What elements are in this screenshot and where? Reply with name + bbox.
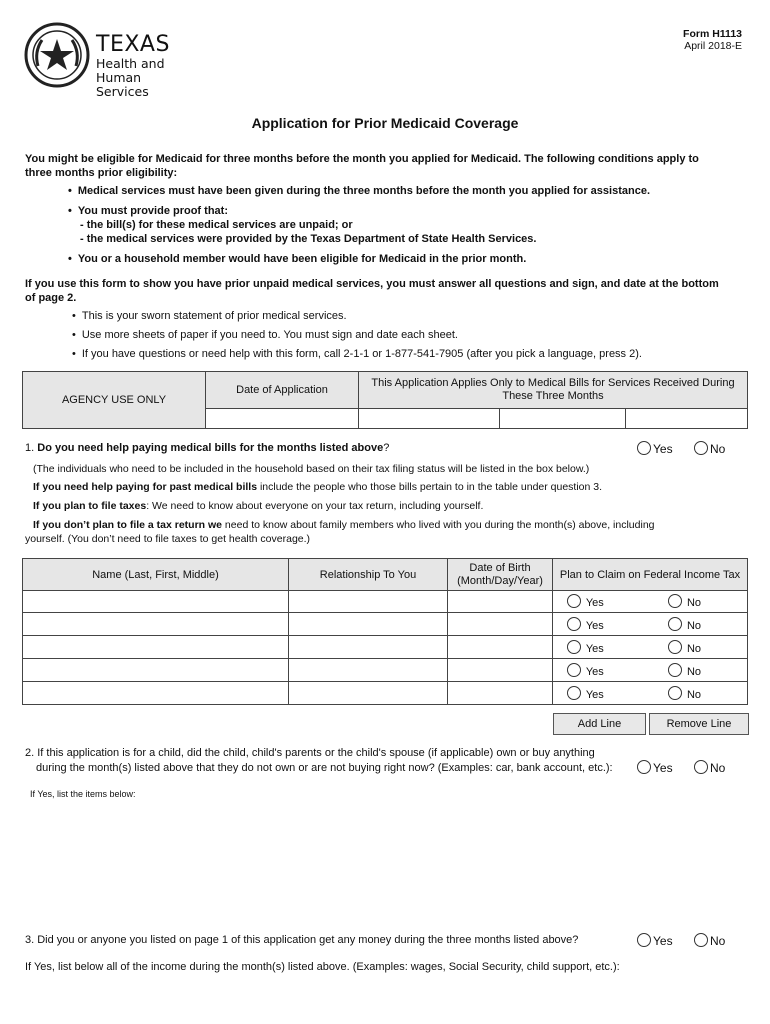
relationship-field[interactable] <box>289 613 448 636</box>
relationship-field[interactable] <box>289 591 448 613</box>
intro-sub-1: - the bill(s) for these medical services are unpaid; or <box>80 219 353 231</box>
dob-field[interactable] <box>448 591 553 613</box>
date-of-application-header: Date of Application <box>206 372 359 409</box>
intro-bullets <box>68 184 650 266</box>
q2-no-option[interactable]: No <box>694 760 725 775</box>
tax-yes-radio[interactable] <box>567 686 581 700</box>
logo-brand: TEXAS <box>96 32 170 57</box>
tax-no-radio[interactable] <box>668 594 682 608</box>
q3-no-option[interactable]: No <box>694 933 725 948</box>
form-date: April 2018-E <box>684 40 742 52</box>
dob-header: Date of Birth (Month/Day/Year) <box>448 559 553 591</box>
logo-line1: Health and Human <box>96 56 165 85</box>
q1-para3-line2: yourself. (You don’t need to file taxes to get health coverage.) <box>25 533 311 545</box>
instructions-bullets <box>72 309 642 361</box>
intro-line1: You might be eligible for Medicaid for three months before the month you applied for Medicaid. The following conditions apply to <box>25 153 699 165</box>
tax-yes-option[interactable]: Yes <box>553 591 658 613</box>
intro-sub-2: - the medical services were provided by the Texas Department of State Health Services. <box>80 233 537 245</box>
agency-use-only-label: AGENCY USE ONLY <box>61 394 167 406</box>
intro-bullet-1: • Medical services must have been given during the three months before the month you applied for assistance. <box>68 184 650 198</box>
q1-para2: If you plan to file taxes: We need to know about everyone on your tax return, including yourself. <box>33 500 484 512</box>
texas-seal-icon <box>24 22 90 88</box>
remove-line-button[interactable]: Remove Line <box>649 713 749 735</box>
month-2-field[interactable] <box>500 409 626 429</box>
applies-months-header: This Application Applies Only to Medical Bills for Services Received During These Three Months <box>359 372 748 409</box>
tax-no-radio[interactable] <box>668 640 682 654</box>
table-row <box>23 682 748 705</box>
table-row <box>23 613 748 636</box>
name-field[interactable] <box>23 636 289 659</box>
tax-yes-option[interactable]: Yes <box>553 659 658 682</box>
q3-income-instruction: If Yes, list below all of the income during the month(s) listed above. (Examples: wages, Social Security, child support, etc.): <box>25 961 620 973</box>
q2-question <box>25 746 613 776</box>
tax-no-radio[interactable] <box>668 617 682 631</box>
relationship-field[interactable] <box>289 682 448 705</box>
agency-use-only-cell <box>23 372 206 429</box>
name-field[interactable] <box>23 613 289 636</box>
instructions-bullet-3: • If you have questions or need help with this form, call 2-1-1 or 1-877-541-7905 (after you pick a language, press 2). <box>72 347 642 361</box>
texas-hhs-logo <box>24 22 204 99</box>
intro-bullet-2: • You must provide proof that: <box>68 204 650 218</box>
tax-yes-option[interactable]: Yes <box>553 613 658 636</box>
agency-table <box>22 371 748 429</box>
instructions-line2: of page 2. <box>25 292 77 304</box>
name-field[interactable] <box>23 659 289 682</box>
logo-line2: Services <box>96 84 149 99</box>
intro-line2: three months prior eligibility: <box>25 167 178 179</box>
tax-no-radio[interactable] <box>668 686 682 700</box>
dob-field[interactable] <box>448 659 553 682</box>
name-header: Name (Last, First, Middle) <box>23 559 289 591</box>
relationship-field[interactable] <box>289 659 448 682</box>
q2-no-radio[interactable] <box>694 760 708 774</box>
table-row <box>23 636 748 659</box>
month-3-field[interactable] <box>626 409 748 429</box>
q1-question: 1. Do you need help paying medical bills for the months listed above? <box>25 442 390 454</box>
tax-yes-radio[interactable] <box>567 594 581 608</box>
q1-yes-radio[interactable] <box>637 441 651 455</box>
q3-yes-option[interactable]: Yes <box>637 933 673 948</box>
q3-yes-radio[interactable] <box>637 933 651 947</box>
q3-no-radio[interactable] <box>694 933 708 947</box>
relationship-header: Relationship To You <box>289 559 448 591</box>
add-line-button[interactable]: Add Line <box>553 713 646 735</box>
q1-details <box>33 462 748 532</box>
dob-field[interactable] <box>448 636 553 659</box>
q3-income-textarea[interactable] <box>28 978 746 1018</box>
intro-block <box>25 152 745 180</box>
tax-no-option[interactable]: No <box>658 682 748 705</box>
tax-no-option[interactable]: No <box>658 636 748 659</box>
instructions-bullet-2: • Use more sheets of paper if you need to. You must sign and date each sheet. <box>72 328 642 342</box>
q2-line1: 2. If this application is for a child, did the child, child's parents or the child's spouse (if applicable) own or buy anything <box>25 747 595 759</box>
q1-yes-option[interactable]: Yes <box>637 441 673 456</box>
q1-no-option[interactable]: No <box>694 441 725 456</box>
page-title: Application for Prior Medicaid Coverage <box>251 115 519 131</box>
q1-para1: If you need help paying for past medical bills include the people who those bills pertain to in the table under question 3. <box>33 481 603 493</box>
q2-yes-option[interactable]: Yes <box>637 760 673 775</box>
q1-note: (The individuals who need to be included in the household based on their tax filing status will be listed in the box below.) <box>33 463 590 475</box>
date-of-application-field[interactable] <box>206 409 359 429</box>
tax-yes-option[interactable]: Yes <box>553 636 658 659</box>
dob-field[interactable] <box>448 613 553 636</box>
instructions-block <box>25 277 750 305</box>
tax-no-option[interactable]: No <box>658 659 748 682</box>
relationship-field[interactable] <box>289 636 448 659</box>
q2-line2: during the month(s) listed above that they do not own or are not buying right now? (Examples: car, bank account, etc.): <box>36 762 613 774</box>
instructions-line1: If you use this form to show you have prior unpaid medical services, you must answer all questions and sign, and date at the bottom <box>25 278 719 290</box>
q1-para3: If you don’t plan to file a tax return we need to know about family members who lived with you during the month(s) above, including <box>33 519 655 531</box>
intro-bullet-3: • You or a household member would have been eligible for Medicaid in the prior month. <box>68 252 650 266</box>
tax-no-option[interactable]: No <box>658 613 748 636</box>
dob-field[interactable] <box>448 682 553 705</box>
tax-yes-radio[interactable] <box>567 640 581 654</box>
table-row <box>23 659 748 682</box>
instructions-bullet-1: • This is your sworn statement of prior medical services. <box>72 309 642 323</box>
tax-no-radio[interactable] <box>668 663 682 677</box>
form-number: Form H1113 <box>683 28 742 40</box>
tax-yes-radio[interactable] <box>567 617 581 631</box>
tax-header: Plan to Claim on Federal Income Tax <box>553 559 748 591</box>
q3-question: 3. Did you or anyone you listed on page 1 of this application get any money during the three months listed above? <box>25 934 579 946</box>
q2-list-label: If Yes, list the items below: <box>30 789 136 799</box>
table-row <box>23 591 748 613</box>
name-field[interactable] <box>23 682 289 705</box>
month-1-field[interactable] <box>359 409 500 429</box>
household-table <box>22 558 748 705</box>
name-field[interactable] <box>23 591 289 613</box>
q2-yes-radio[interactable] <box>637 760 651 774</box>
q2-items-textarea[interactable] <box>28 805 746 920</box>
tax-yes-radio[interactable] <box>567 663 581 677</box>
tax-yes-option[interactable]: Yes <box>553 682 658 705</box>
q1-no-radio[interactable] <box>694 441 708 455</box>
tax-no-option[interactable]: No <box>658 591 748 613</box>
